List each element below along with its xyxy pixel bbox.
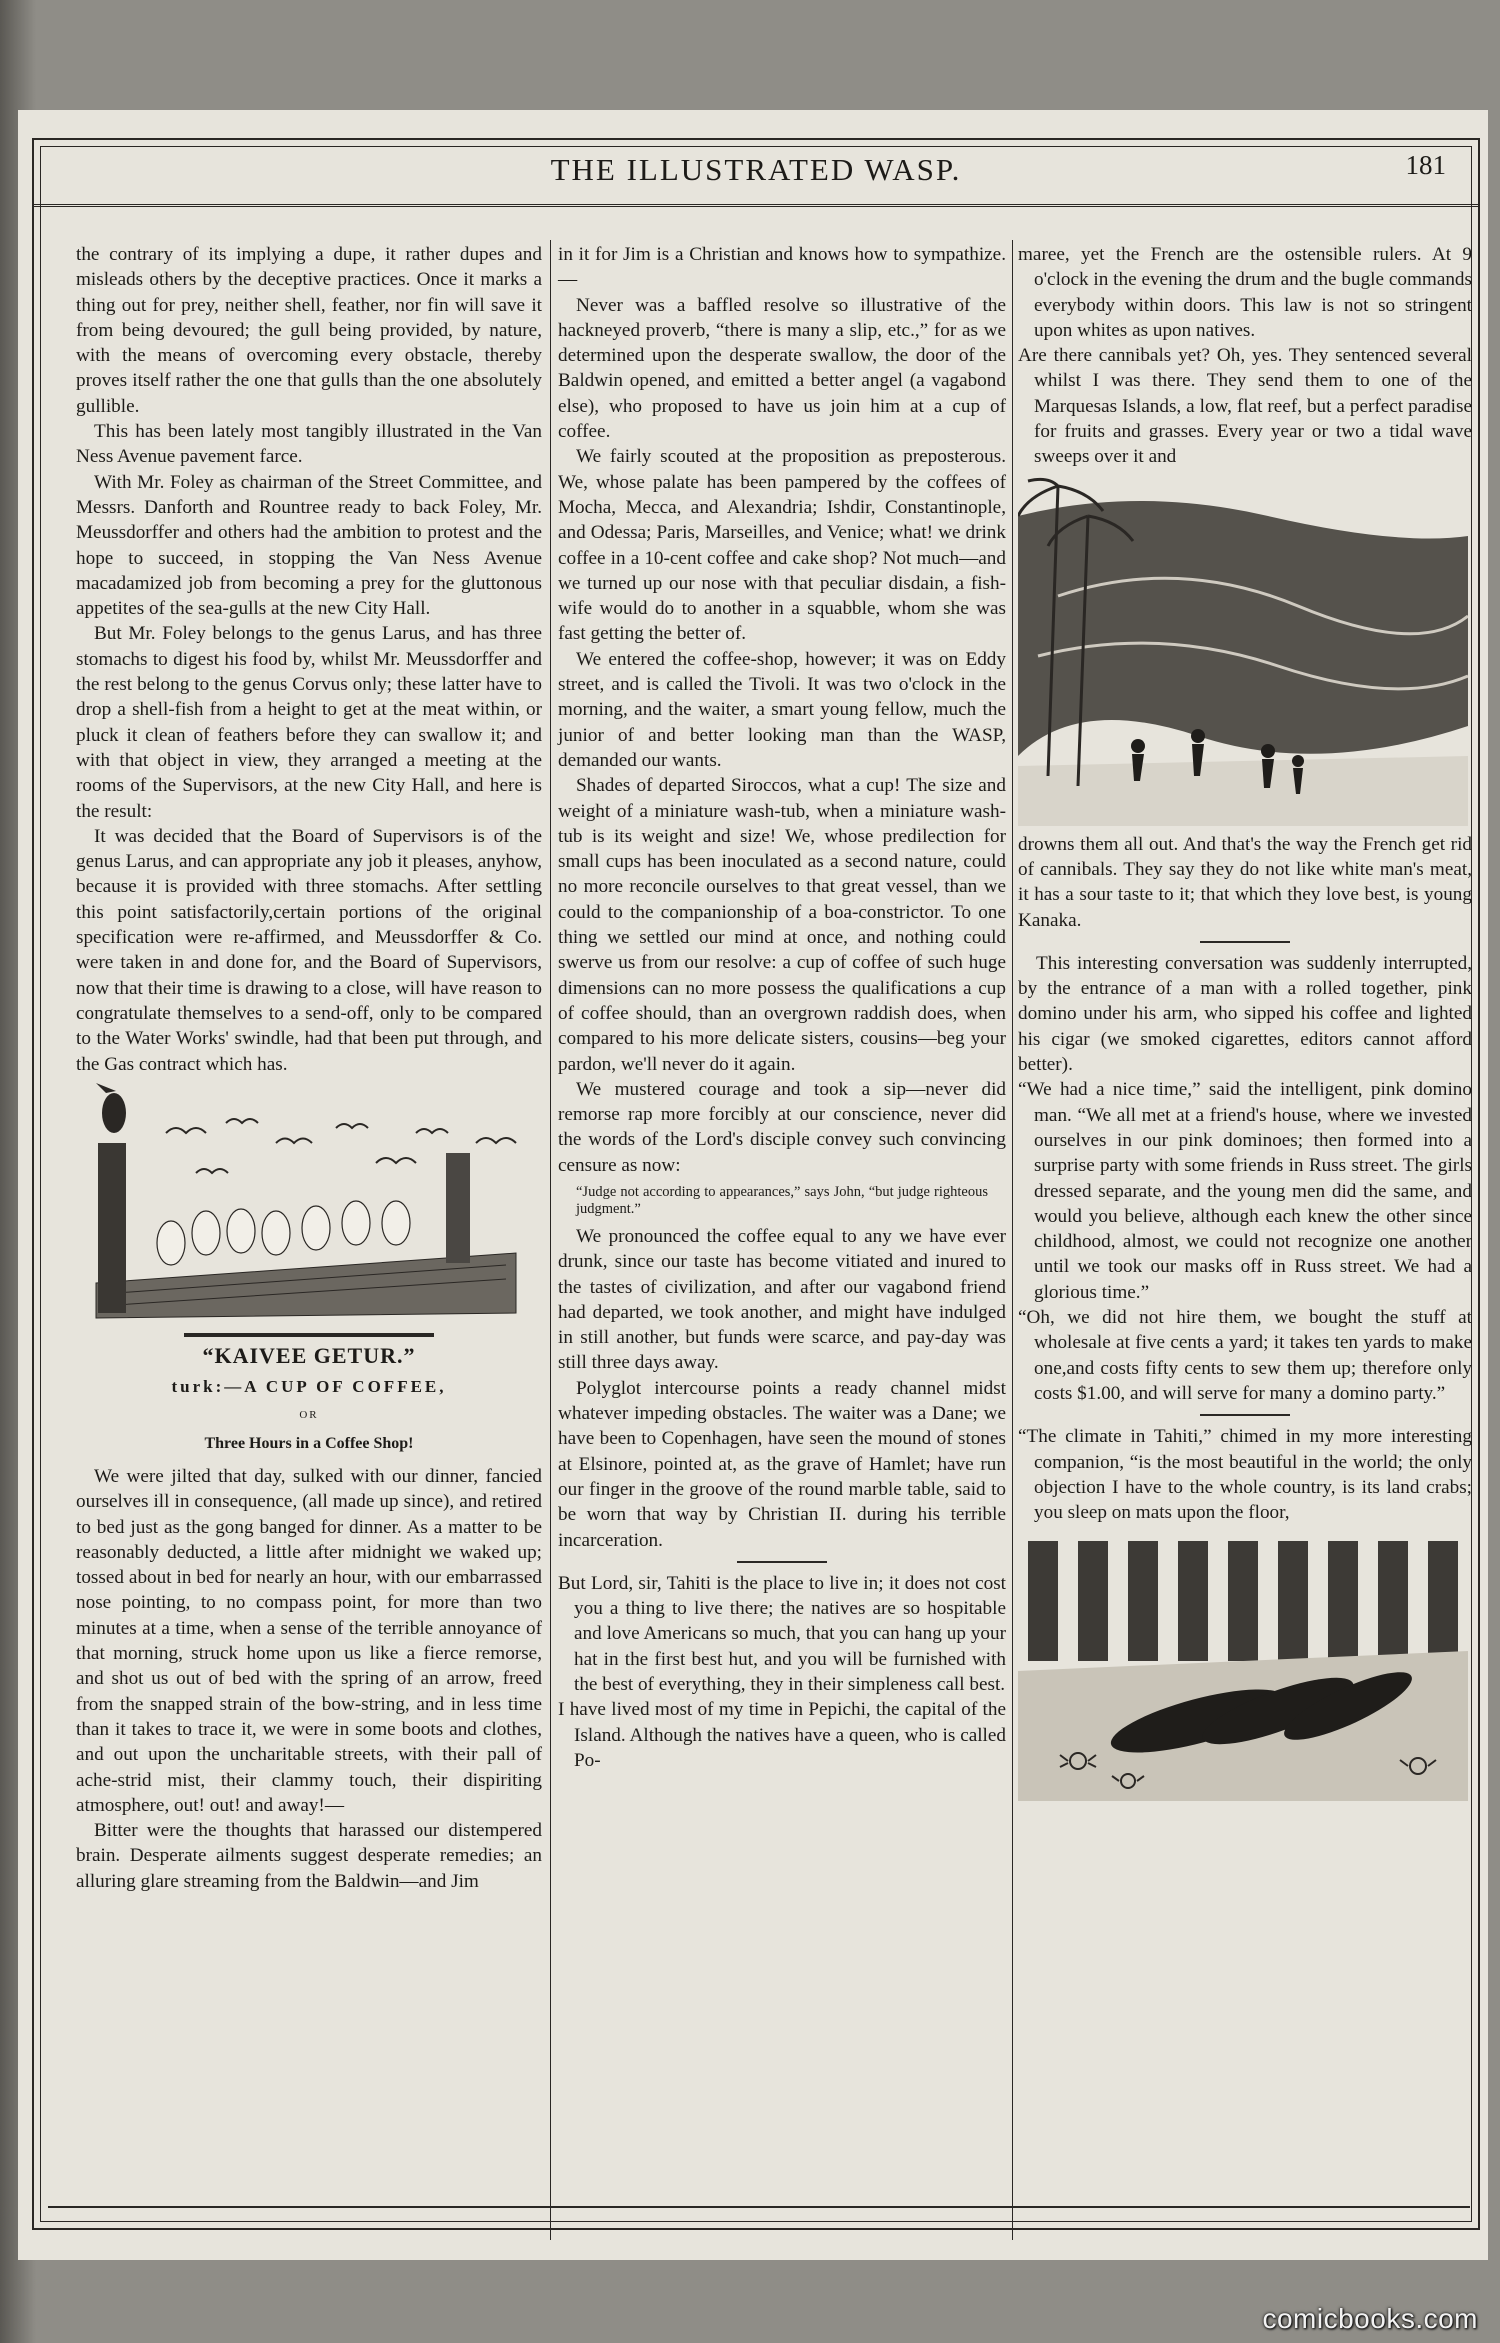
paragraph: Shades of departed Siroccos, what a cup! The size and weight of a miniature wash-tub, when a miniature wash-tub is its weight and size! We, whose predilection for small cups has been inoculated as a second nature, could no more reconcile ourselves to that great vessel, than we could to the companionship of a boa-constrictor. To one thing we settled our mind at once, and nothing could swerve us from our resolve: a cup of coffee of such huge dimensions can no more possess the qualifications a cup of coffee should, than an overgrown raddish does, when compared to his more delicate sisters, cousins—beg your pardon, we'll never do it again. — [558, 775, 1006, 1075]
column-divider-1 — [550, 240, 551, 2240]
seagulls-on-pier-illustration — [76, 1083, 536, 1323]
paragraph: We pronounced the coffee equal to any we have ever drunk, since our taste has become vitiated and inured to the tastes of civilization, and after our vagabond friend had departed, we took another, and might have indulged in still another, but funds were scarce, and pay-day was still three days away. — [558, 1225, 1006, 1374]
masthead-title: THE ILLUSTRATED WASP. — [550, 152, 962, 187]
paragraph: “Oh, we did not hire them, we bought the stuff at wholesale at five cents a yard; it takes ten yards to make one,and costs fifty cents to sew them up; therefore only costs $1.00, and will serve for many a domino party.” — [1018, 1307, 1472, 1404]
paragraph: drowns them all out. And that's the way the French get rid of cannibals. They say they do not like white man's meat, it has a sour taste to it; that which they love best, is young Kanaka. — [1018, 833, 1472, 931]
paragraph: Never was a baffled resolve so illustrative of the hackneyed proverb, “there is many a slip, etc.,” for as we determined upon the desperate swallow, the door of the Baldwin opened, and emitted a better angel (a vagabond else), who proposed to have us join him at a cup of coffee. — [558, 294, 1006, 443]
column-3 — [1018, 242, 1472, 1807]
paragraph: We entered the coffee-shop, however; it was on Eddy street, and is called the Tivoli. It was two o'clock in the morning, and the waiter, a smart young fellow, much the junior of and better looking man than the WASP, demanded our wants. — [558, 648, 1006, 771]
section-rule — [737, 1561, 827, 1563]
footer-rule — [48, 2206, 1470, 2208]
article-or: OR — [299, 1409, 319, 1422]
paragraph: Polyglot intercourse points a ready channel midst whatever impeding obstacles. The waiter was a Dane; we have been to Copenhagen, have seen the mound of stones at Elsinore, pointed at, as the grave of Hamlet; have run our finger in the groove of the round marble table, said to be worn that way by Christian II. during his terrible incarceration. — [558, 1377, 1006, 1551]
paragraph: “We had a nice time,” said the intelligent, pink domino man. “We all met at a friend's house, where we invested ourselves in our pink dominoes; then formed into a surprise party with some friends in Russ street. The girls dressed separate, and the young men did the same, and would you believe, although each knew the other since childhood, almost, we could not recognize one another until we took our masks off in Russ street. We had a glorious time.” — [1018, 1079, 1472, 1303]
paragraph: Bitter were the thoughts that harassed our distempered brain. Desperate ailments suggest desperate remedies; an alluring glare streaming from the Baldwin—and Jim — [76, 1820, 542, 1892]
column-divider-2 — [1012, 240, 1013, 2240]
paragraph: Are there cannibals yet? Oh, yes. They sentenced several whilst I was there. They send them to one of the Marquesas Islands, a low, flat reef, but a perfect paradise for fruits and grasses. Every year or two a tidal wave sweeps over it and — [1018, 345, 1472, 468]
paragraph: It was decided that the Board of Supervisors is of the genus Larus, and can appropriate any job it pleases, anyhow, because it is provided with three stomachs. After settling this point satisfactorily,certain portions of the original specification were re-affirmed, and Meussdorffer & Co. were taken in and done for, and the Board of Supervisors, now that their time is drawing to a close, will have reason to congratulate themselves to a send-off, only to be compared to the Water Works' swindle, had that been put through, and the Gas contract which has. — [76, 825, 542, 1075]
paragraph: We fairly scouted at the proposition as preposterous. We, whose palate has been pampered by the coffees of Mocha, Mecca, and Alexandria; Ishdir, Constantinople, and Odessa; Paris, Marseilles, and Venice; what! we drink coffee in a 10-cent coffee and cake shop? Not much—and we turned up our nose with that peculiar disdain, a fish-wife would do to another in a squabble, whom she was fast getting the better of. — [558, 446, 1006, 645]
column-1 — [76, 242, 542, 1894]
paragraph: With Mr. Foley as chairman of the Street Committee, and Messrs. Danforth and Rountree ready to back Foley, Mr. Meussdorffer and others had the ambition to protest and the hope to succeed, in stopping the Van Ness Avenue macadamized job from becoming a prey for the gluttonous appetites of the sea-gulls at the new City Hall. — [76, 471, 542, 620]
page-number: 181 — [1405, 150, 1446, 180]
article-subtitle: turk:—A CUP OF COFFEE, — [171, 1377, 447, 1397]
column-2 — [558, 242, 1006, 1773]
sleeping-on-mats-illustration — [1018, 1531, 1468, 1801]
paragraph: “The climate in Tahiti,” chimed in my more interesting companion, “is the most beautiful in the world; the only objection I have to the whole country, is its land crabs; you sleep on mats upon the floor, — [1018, 1426, 1472, 1524]
article-title: “KAIVEE GETUR.” — [202, 1342, 416, 1368]
article-subheading: Three Hours in a Coffee Shop! — [204, 1434, 414, 1452]
paragraph: the contrary of its implying a dupe, it rather dupes and misleads others by the deceptive practices. Once it marks a thing out for prey, neither shell, feather, nor fin will save it from being devoured; the gull being provided, by nature, with the means of overcoming every obstacle, thereby proves itself rather the one that gulls than the one absolutely gullible. — [76, 244, 542, 417]
bible-quote: “Judge not according to appearances,” says John, “but judge righteous judgment.” — [576, 1183, 988, 1217]
paragraph: I have lived most of my time in Pepichi, the capital of the Island. Although the natives have a queen, who is called Po- — [558, 1699, 1006, 1771]
paragraph: This interesting conversation was suddenly interrupted, by the entrance of a man with a rolled together, pink domino under his arm, who sipped his coffee and lighted his cigar (we smoked cigarettes, editors cannot afford better). — [1018, 952, 1472, 1076]
paragraph: But Lord, sir, Tahiti is the place to live in; it does not cost you a thing to live there; the natives are so hospitable and love Americans so much, that you can hang up your hat in the first best hut, and you will be furnished with the best of everything, they in their simpleness call best. — [558, 1572, 1006, 1696]
section-rule — [1200, 941, 1290, 943]
paragraph: This has been lately most tangibly illustrated in the Van Ness Avenue pavement farce. — [76, 421, 542, 468]
paragraph: We were jilted that day, sulked with our dinner, fancied ourselves ill in consequence, (all made up since), and retired to bed just as the gong banged for dinner. As a matter to be reasonably deducted, a little after midnight we waked up; tossed about in bed for nearly an hour, with our embarrassed nose pointing, to no compass point, for more than two minutes at a time, when a sense of the terrible annoyance of that morning, struck home upon us like a fierce remorse, and shot us out of bed with the spring of an arrow, freed from the snapped strain of the bow-string, and in less time than it takes to trace it, we were in some boots and clothes, and out upon the uncharitable streets, with their pall of ache-strid mist, their clammy touch, their dispiriting atmosphere, out! out! and away!— — [76, 1465, 542, 1816]
paragraph: But Mr. Foley belongs to the genus Larus, and has three stomachs to digest his food by, whilst Mr. Meussdorffer and the rest belong to the genus Corvus only; these latter have to drop a shell-fish from a height to get at the meat within, or pluck it clean of feathers before they can swallow it; and with that object in view, they arranged a meeting at the rooms of the Supervisors, at the new City Hall, and here is the result: — [76, 623, 542, 822]
paragraph: in it for Jim is a Christian and knows how to sympathize.— — [558, 244, 1006, 291]
watermark: comicbooks.com — [1262, 2303, 1478, 2334]
paragraph: maree, yet the French are the ostensible rulers. At 9 o'clock in the evening the drum and the bugle commands everybody within doors. This law is not so stringent upon whites as upon natives. — [1018, 244, 1472, 341]
newspaper-page — [18, 110, 1488, 2260]
paragraph: We mustered courage and took a sip—never did remorse rap more forcibly at our conscience, never did the words of the Lord's disciple convey such convincing censure as now: — [558, 1078, 1006, 1176]
section-rule — [1200, 1414, 1290, 1416]
section-rule — [184, 1333, 434, 1337]
masthead — [34, 148, 1478, 207]
tidal-wave-cannibals-illustration — [1018, 476, 1468, 826]
